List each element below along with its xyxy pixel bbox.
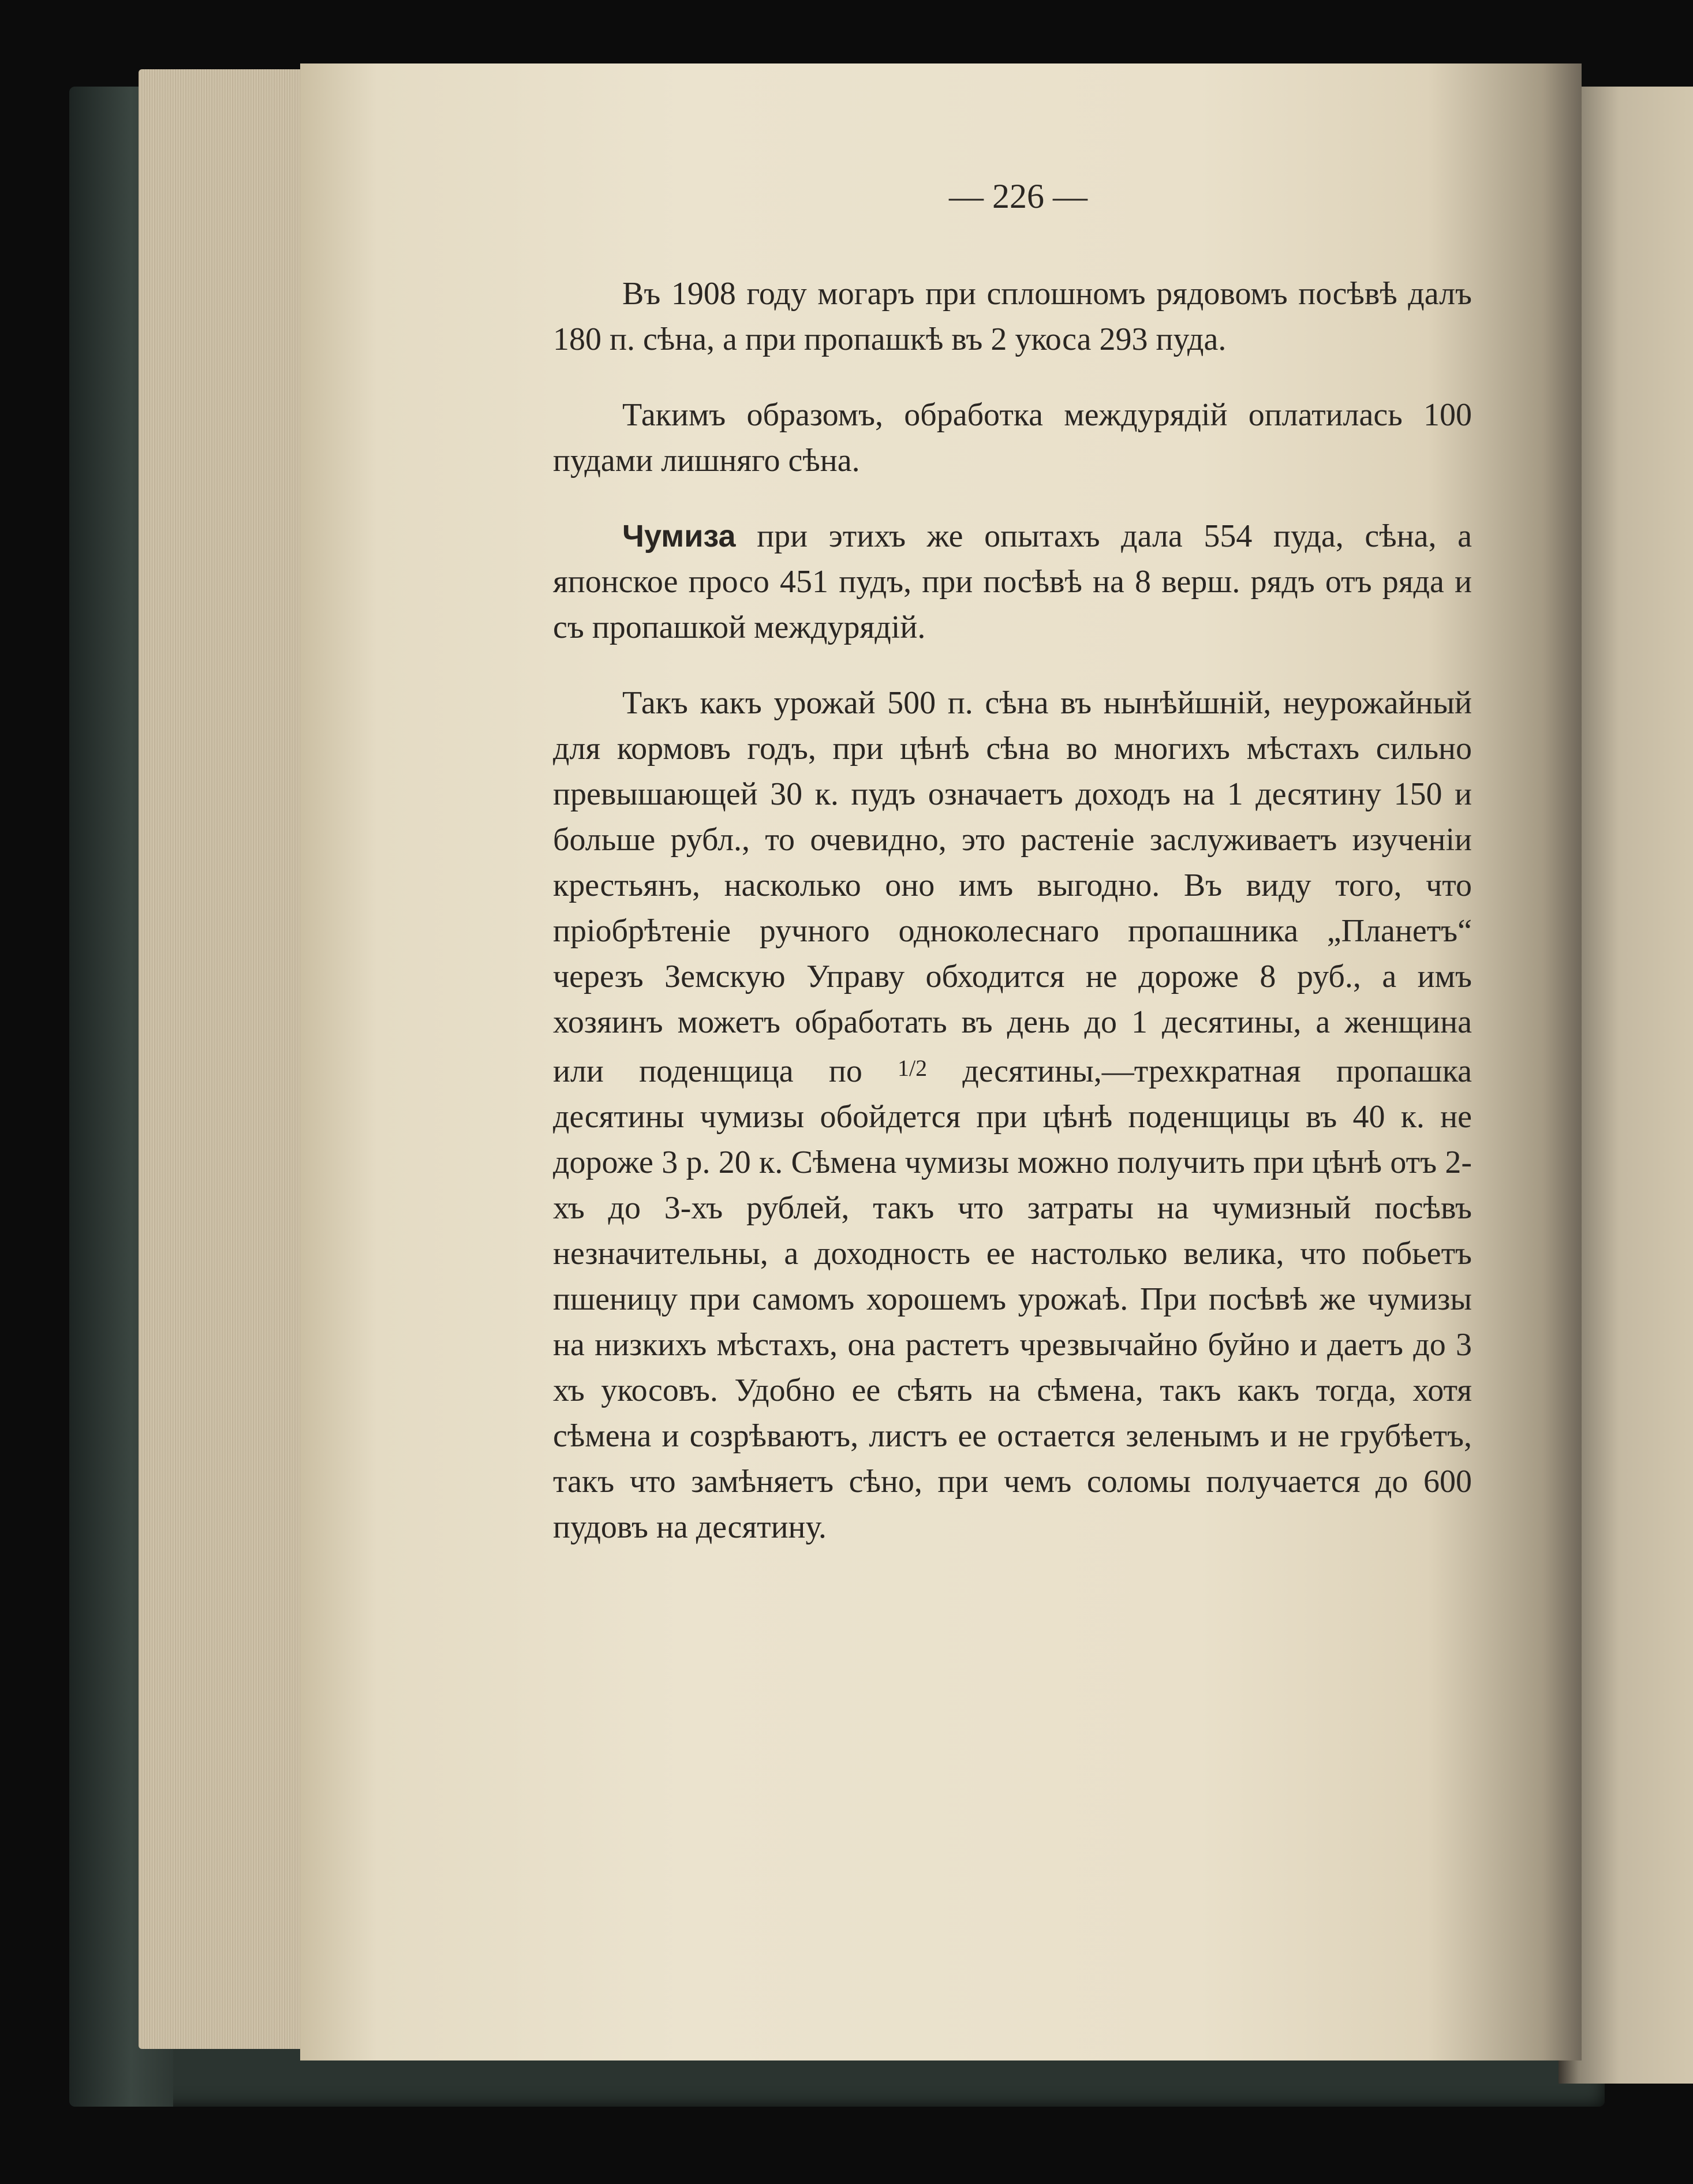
paragraph-conclusion: Такимъ образомъ, обработка междурядій оплатилась 100 пудами лишняго сѣна. bbox=[553, 397, 1472, 478]
page-edges bbox=[139, 69, 312, 2049]
paragraph-economics-part2: десятины,—трехкратная пропашка десятины чумизы обойдется при цѣнѣ поденщицы въ 40 к. не дороже 3 р. 20 к. Сѣмена чумизы можно получить при цѣнѣ отъ 2-хъ до 3-хъ рублей, такъ что затраты на чумизный посѣвъ незначительны, а доходность ее настолько велика, что побьетъ пшеницу при самомъ хорошемъ урожаѣ. При посѣвѣ же чумизы на низкихъ мѣстахъ, она растетъ чрезвычайно буйно и даетъ до 3 хъ укосовъ. Удобно ее сѣять на сѣмена, такъ какъ тогда, хотя сѣмена и созрѣваютъ, листъ ее остается зеленымъ и не грубѣетъ, такъ что замѣняетъ сѣно, при чемъ соломы получается до 600 пудовъ на десятину. bbox=[553, 1053, 1473, 1545]
paragraph-mogar: Въ 1908 году могаръ при сплошномъ рядовомъ посѣвѣ далъ 180 п. сѣна, а при пропашкѣ въ 2 укоса 293 пуда. bbox=[553, 276, 1472, 357]
term-chumiza: Чумиза bbox=[622, 519, 736, 554]
paragraph-economics bbox=[553, 680, 1472, 1550]
paragraph-economics-part1: Такъ какъ урожай 500 п. сѣна въ нынѣйшній, неурожайный для кормовъ годъ, при цѣнѣ сѣна во многихъ мѣстахъ сильно превышающей 30 к. пудъ означаетъ доходъ на 1 десятину 150 и больше рубл., то очевидно, это растеніе заслуживаетъ изученіи крестьянъ, насколько оно имъ выгодно. Въ виду того, что пріобрѣтеніе ручного одноколеснаго пропашника „Планетъ“ черезъ Земскую Управу обходится не дороже 8 руб., а имъ хозяинъ можетъ обработать въ день до 1 десятины, а женщина или поденщица по bbox=[553, 685, 1472, 1089]
page-text bbox=[553, 173, 1472, 1580]
paragraph-chumiza-yield-text: при этихъ же опытахъ дала 554 пуда, сѣна, а японское просо 451 пудъ, при посѣвѣ на 8 верш. рядъ отъ ряда и съ пропашкой междурядій. bbox=[553, 518, 1472, 645]
page-number: — 226 — bbox=[949, 177, 1087, 215]
fraction-half: 1/2 bbox=[898, 1055, 928, 1081]
paragraph-chumiza-yield bbox=[553, 514, 1472, 650]
